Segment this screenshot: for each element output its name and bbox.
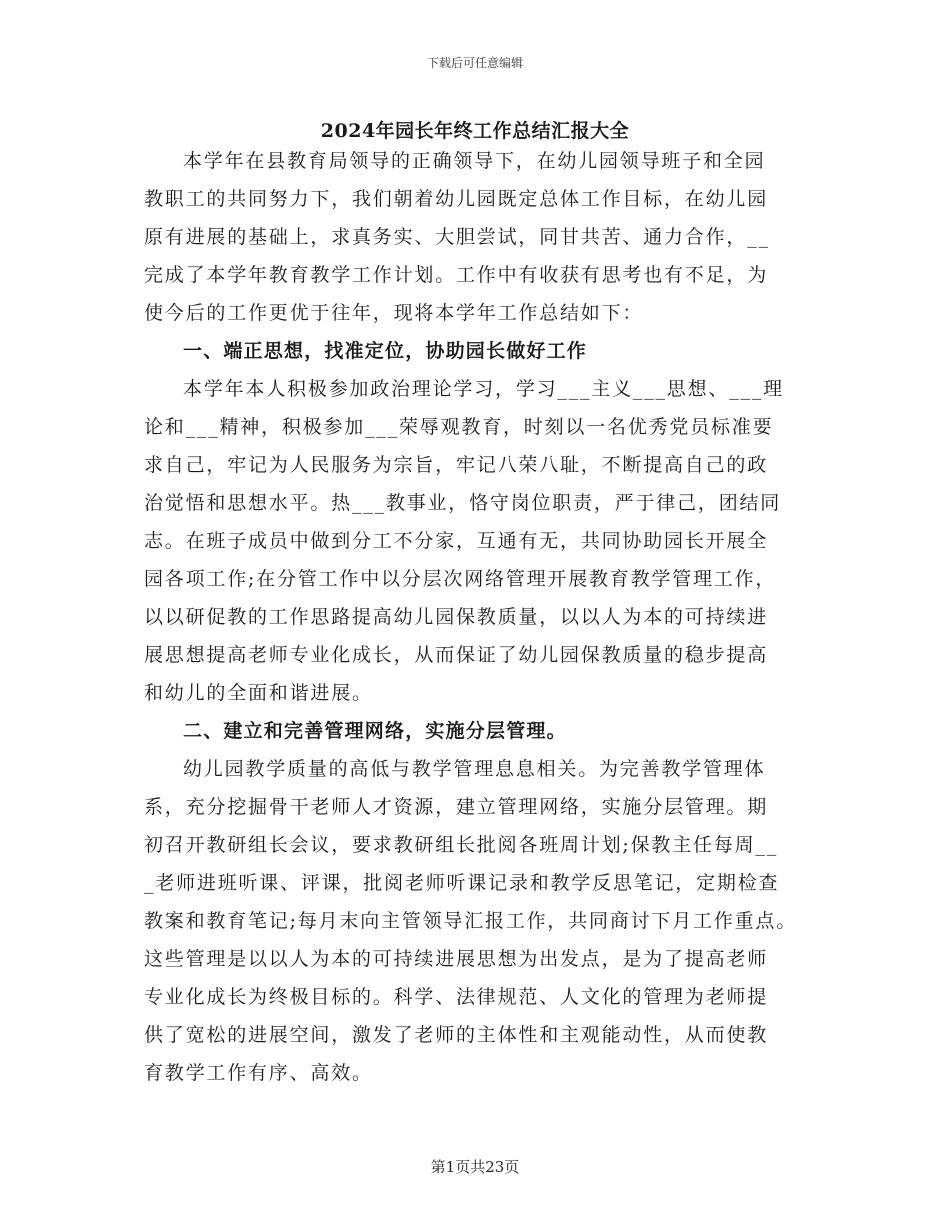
body-line: 专业化成长为终极目标的。科学、法律规范、人文化的管理为老师提: [144, 986, 769, 1008]
body-line: 治觉悟和思想水平。热___教事业，恪守岗位职责，严于律己，团结同: [144, 492, 782, 514]
body-line: 求自己，牢记为人民服务为宗旨，牢记八荣八耻，不断提高自己的政: [144, 454, 769, 476]
body-line: 原有进展的基础上，求真务实、大胆尝试，同甘共苦、通力合作，__: [144, 226, 770, 248]
body-line: _老师进班听课、评课，批阅老师听课记录和教学反思笔记，定期检查: [144, 872, 780, 894]
body-line: 初召开教研组长会议，要求教研组长批阅各班周计划;保教主任每周__: [144, 834, 779, 856]
download-editable-note: 下载后可任意编辑: [426, 56, 523, 70]
body-line: 育教学工作有序、高效。: [144, 1062, 373, 1084]
document-title: 2024年园长年终工作总结汇报大全: [320, 120, 630, 142]
body-line: 和幼儿的全面和谐进展。: [144, 682, 373, 704]
body-line: 以以研促教的工作思路提高幼儿园保教质量，以以人为本的可持续进: [144, 606, 769, 628]
body-line: 完成了本学年教育教学工作计划。工作中有收获有思考也有不足，为: [144, 264, 769, 286]
body-line: 这些管理是以以人为本的可持续进展思想为出发点，是为了提高老师: [144, 948, 769, 970]
body-line: 使今后的工作更优于往年，现将本学年工作总结如下：: [144, 302, 644, 324]
body-line: 教职工的共同努力下，我们朝着幼儿园既定总体工作目标，在幼儿园: [144, 188, 769, 210]
body-line: 本学年本人积极参加政治理论学习，学习___主义___思想、___理: [183, 378, 784, 400]
section-heading-2: 二、建立和完善管理网络，实施分层管理。: [183, 720, 567, 742]
page-number: 第1页共23页: [430, 1158, 520, 1176]
body-line: 教案和教育笔记;每月末向主管领导汇报工作，共同商讨下月工作重点。: [144, 910, 798, 932]
body-line: 论和___精神，积极参加___荣辱观教育，时刻以一名优秀党员标准要: [144, 416, 774, 438]
section-heading-1: 一、端正思想，找准定位，协助园长做好工作: [183, 340, 588, 362]
body-line: 本学年在县教育局领导的正确领导下，在幼儿园领导班子和全园: [183, 150, 766, 172]
body-line: 志。在班子成员中做到分工不分家，互通有无，共同协助园长开展全: [144, 530, 769, 552]
body-line: 幼儿园教学质量的高低与教学管理息息相关。为完善教学管理体: [183, 758, 766, 780]
body-line: 供了宽松的进展空间，激发了老师的主体性和主观能动性，从而使教: [144, 1024, 769, 1046]
body-line: 园各项工作;在分管工作中以分层次网络管理开展教育教学管理工作，: [144, 568, 777, 590]
body-line: 系，充分挖掘骨干老师人才资源，建立管理网络，实施分层管理。期: [144, 796, 769, 818]
body-line: 展思想提高老师专业化成长，从而保证了幼儿园保教质量的稳步提高: [144, 644, 769, 666]
